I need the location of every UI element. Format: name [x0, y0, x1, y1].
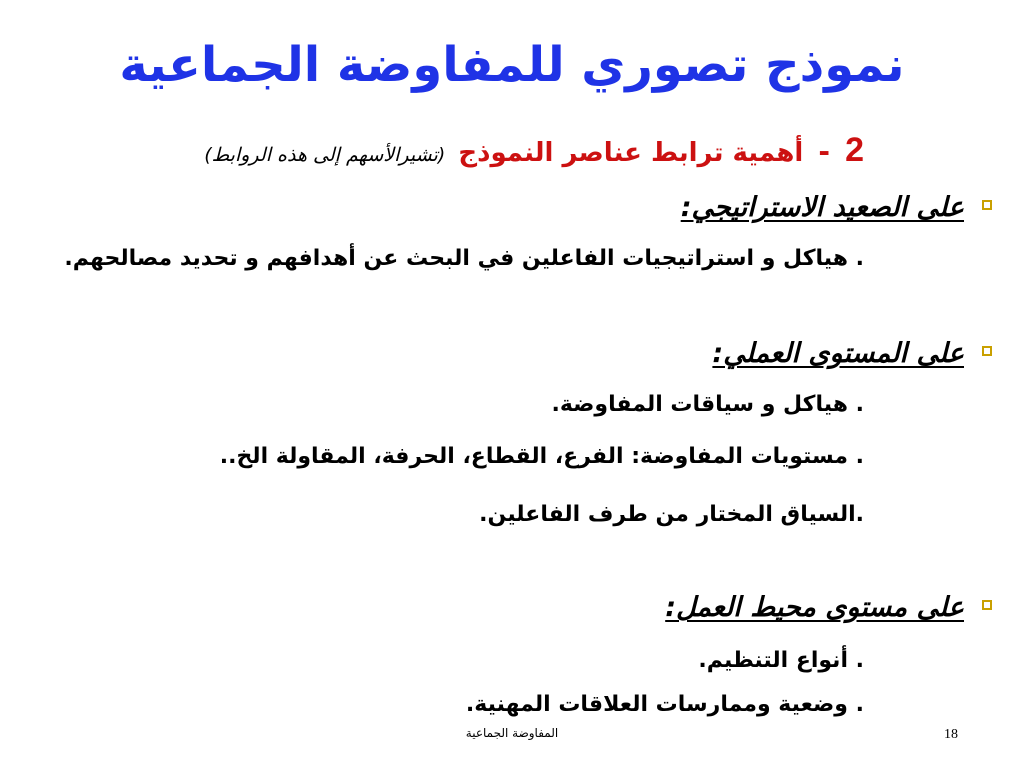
page-number: 18	[944, 727, 958, 742]
subtitle-heading: أهمية ترابط عناصر النموذج	[458, 138, 804, 168]
list-item: . أنواع التنظيم.	[698, 648, 864, 673]
subtitle-note: (تشيرالأسهم إلى هذه الروابط)	[204, 144, 446, 166]
list-item: . مستويات المفاوضة: الفرع، القطاع، الحرفة، المقاولة الخ..	[219, 444, 864, 469]
slide-subtitle	[204, 126, 864, 180]
list-item: . وضعية وممارسات العلاقات المهنية.	[465, 692, 864, 717]
list-item: .السياق المختار من طرف الفاعلين.	[479, 502, 864, 527]
slide-title: نموذج تصوري للمفاوضة الجماعية	[119, 37, 905, 93]
subtitle-dash: -	[818, 135, 830, 168]
subtitle-number: 2	[845, 131, 864, 169]
section-heading: على الصعيد الاستراتيجي:	[680, 192, 964, 223]
footer-text: المفاوضة الجماعية	[465, 726, 559, 740]
square-bullet-icon	[982, 346, 992, 356]
section-strategic	[681, 188, 964, 228]
list-item: . هياكل و سياقات المفاوضة.	[551, 392, 864, 417]
section-heading: على مستوى محيط العمل:	[665, 592, 964, 623]
square-bullet-icon	[982, 200, 992, 210]
section-work-environment	[665, 588, 964, 628]
section-heading: على المستوى العملي:	[712, 338, 964, 369]
square-bullet-icon	[982, 600, 992, 610]
list-item: . هياكل و استراتيجيات الفاعلين في البحث عن أهدافهم و تحديد مصالحهم.	[64, 246, 864, 271]
section-operational	[712, 334, 964, 374]
